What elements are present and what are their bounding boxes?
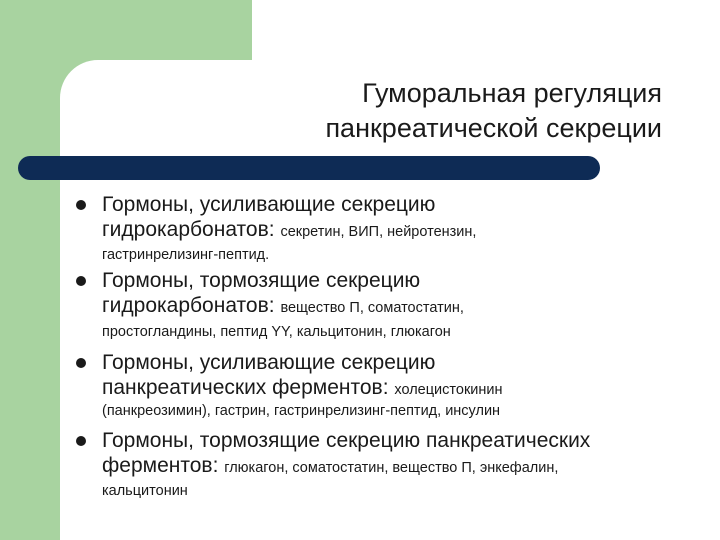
- bullet-icon: [76, 276, 86, 286]
- item-heading: Гормоны, тормозящие секрецию панкреатических: [102, 429, 591, 452]
- title-line-1: Гуморальная регуляция: [362, 78, 662, 108]
- item-heading: Гормоны, усиливающие секрецию: [102, 351, 436, 374]
- bullet-icon: [76, 358, 86, 368]
- item-continuation: кальцитонин: [102, 483, 188, 499]
- item-continuation: (панкреозимин), гастрин, гастринрелизинг-пептид, инсулин: [102, 403, 501, 419]
- item-continuation: гастринрелизинг-пептид.: [102, 247, 270, 263]
- bullet-icon: [76, 436, 86, 446]
- item-subline: ферментов: глюкагон, соматостатин, вещество П, энкефалин,: [102, 454, 559, 477]
- item-continuation: простогландины, пептид YY, кальцитонин, глюкагон: [102, 324, 451, 340]
- item-heading: Гормоны, тормозящие секрецию: [102, 269, 421, 292]
- item-subline: гидрокарбонатов: вещество П, соматостатин,: [102, 294, 464, 317]
- item-subline: гидрокарбонатов: секретин, ВИП, нейротензин,: [102, 218, 477, 241]
- item-detail: секретин, ВИП, нейротензин,: [280, 224, 477, 240]
- item-detail: вещество П, соматостатин,: [280, 300, 464, 316]
- title-line-2: панкреатической секреции: [325, 113, 662, 143]
- item-subline: панкреатических ферментов: холецистокинин: [102, 376, 503, 399]
- bullet-icon: [76, 200, 86, 210]
- item-heading: Гормоны, усиливающие секрецию: [102, 193, 436, 216]
- item-detail: холецистокинин: [394, 382, 503, 398]
- item-detail: глюкагон, соматостатин, вещество П, энкефалин,: [224, 460, 559, 476]
